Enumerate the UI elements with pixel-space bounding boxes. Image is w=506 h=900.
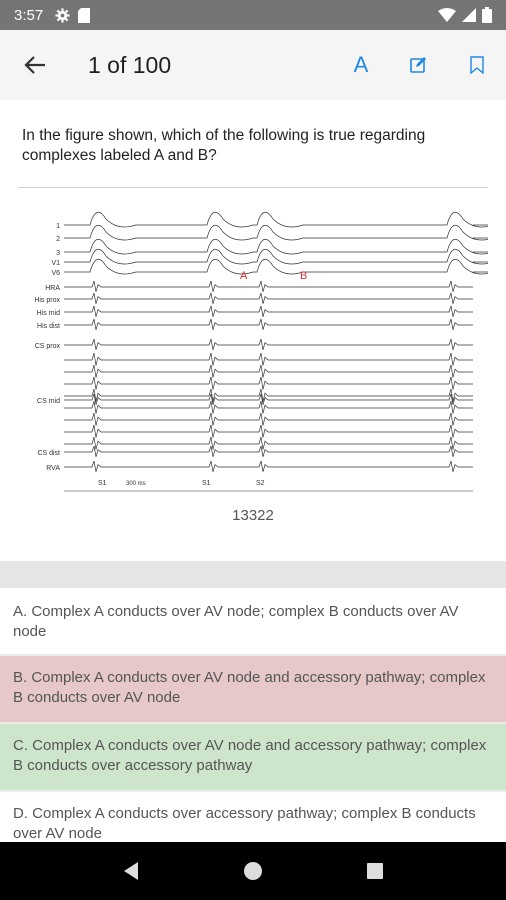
back-button[interactable] (0, 30, 70, 100)
ecg-lead-trace (64, 225, 488, 240)
channel-label: V6 (51, 270, 60, 277)
channel-label: 2 (56, 236, 60, 243)
section-gap (0, 561, 506, 588)
complex-annotation: B (300, 270, 308, 282)
edit-icon (410, 56, 428, 74)
sd-card-icon (78, 8, 90, 23)
intracardiac-trace (64, 461, 473, 472)
intracardiac-trace (64, 306, 473, 317)
font-size-button[interactable] (332, 30, 390, 100)
option-b-label: B. Complex A conducts over AV node and accessory pathway; complex B conducts over AV node (13, 669, 486, 706)
channel-label: 3 (56, 250, 60, 257)
channel-label: His mid (36, 310, 60, 317)
figure-id: 13322 (232, 507, 274, 524)
complex-annotation: A (240, 270, 248, 282)
cs-trace (64, 437, 473, 450)
option-d-label: D. Complex A conducts over accessory pathway; complex B conducts over AV node (13, 805, 476, 842)
arrow-back-icon (24, 55, 46, 75)
cs-trace (64, 365, 473, 378)
intracardiac-trace (64, 293, 473, 304)
intracardiac-trace (64, 339, 473, 350)
scale-label: 300 ms (126, 481, 146, 487)
ecg-lead-trace (64, 239, 488, 254)
channel-label: His dist (37, 323, 60, 330)
stim-label: S1 (98, 480, 107, 487)
nav-recents-icon[interactable] (366, 862, 384, 880)
intracardiac-trace (64, 319, 473, 330)
page-title: 1 of 100 (88, 51, 172, 78)
question-text: In the figure shown, which of the following is true regarding complexes labeled A and B? (22, 127, 426, 164)
channel-label: 1 (56, 223, 60, 230)
intracardiac-trace (64, 281, 473, 292)
app-bar (0, 30, 506, 100)
cs-trace (64, 401, 473, 414)
channel-label: V1 (51, 260, 60, 267)
nav-back-icon[interactable] (122, 861, 140, 881)
ecg-lead-trace (64, 212, 488, 227)
status-bar (0, 0, 506, 30)
wifi-icon (438, 8, 456, 22)
nav-home-icon[interactable] (243, 861, 263, 881)
option-c-label: C. Complex A conducts over AV node and accessory pathway; complex B conducts over accessory pathway (13, 737, 487, 774)
bookmark-icon (470, 56, 484, 74)
divider (18, 187, 488, 188)
bookmark-button[interactable] (448, 30, 506, 100)
cs-trace (64, 425, 473, 438)
ecg-lead-trace (64, 249, 488, 264)
edit-note-button[interactable] (390, 30, 448, 100)
channel-label: RVA (46, 465, 60, 472)
cs-trace (64, 377, 473, 390)
tracing-svg (18, 195, 488, 495)
channel-label: HRA (45, 285, 60, 292)
font-size-label: A (353, 52, 369, 77)
option-a[interactable] (0, 590, 506, 654)
ep-tracing-figure (18, 195, 488, 495)
stim-label: S1 (202, 480, 211, 487)
battery-icon (482, 7, 492, 23)
option-d[interactable] (0, 792, 506, 844)
ecg-lead-trace (64, 259, 488, 274)
navigation-bar (0, 842, 506, 900)
channel-label: His prox (34, 297, 60, 304)
channel-label: CS prox (34, 343, 60, 350)
stim-label: S2 (256, 480, 265, 487)
signal-icon (462, 8, 476, 22)
option-a-label: A. Complex A conducts over AV node; complex B conducts over AV node (13, 603, 459, 640)
intracardiac-trace (64, 394, 473, 405)
channel-label: CS mid (37, 398, 60, 405)
intracardiac-trace (64, 446, 473, 457)
gear-icon (55, 8, 70, 23)
status-time: 3:57 (14, 6, 44, 24)
cs-trace (64, 353, 473, 366)
cs-trace (64, 413, 473, 426)
option-c[interactable] (0, 724, 506, 790)
channel-label: CS dist (37, 450, 60, 457)
option-b[interactable] (0, 656, 506, 722)
